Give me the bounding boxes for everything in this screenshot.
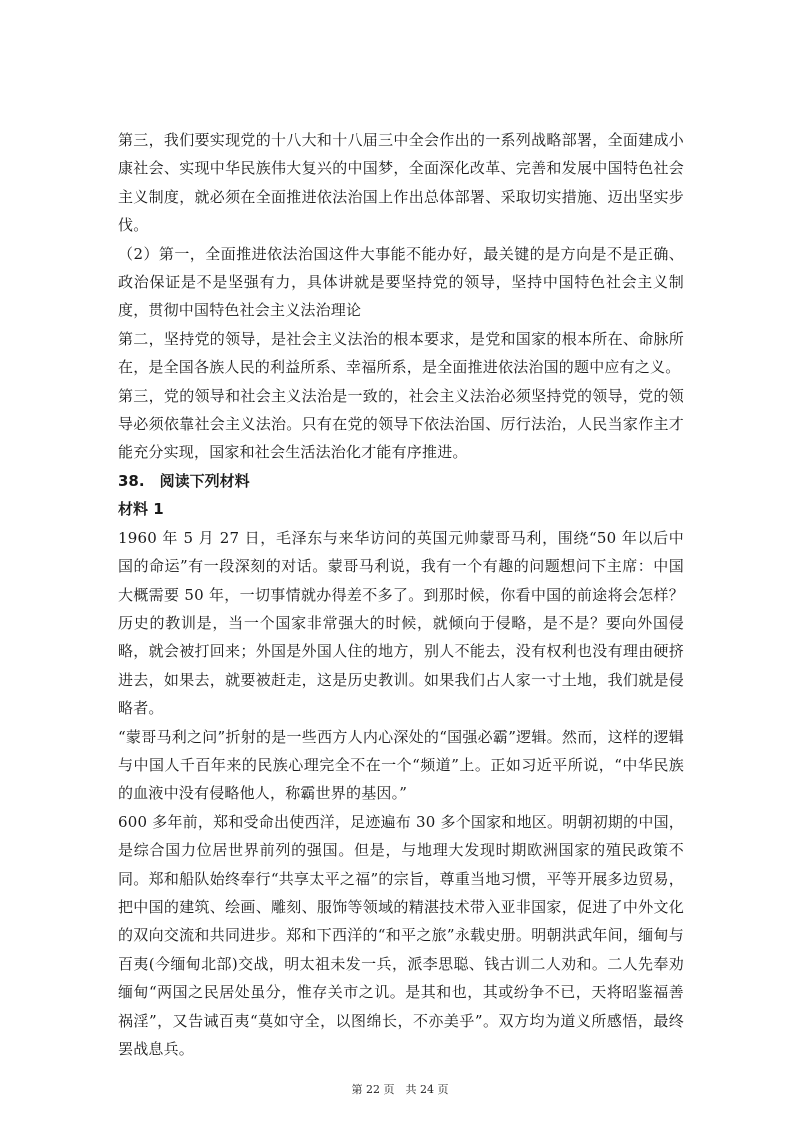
paragraph: 第二，坚持党的领导，是社会主义法治的根本要求，是党和国家的根本所在、命脉所在，是全国各族人民的利益所系、幸福所系，是全面推进依法治国的题中应有之义。 bbox=[118, 329, 684, 377]
material-heading: 材料 1 bbox=[118, 500, 164, 519]
paragraph: 第三，我们要实现党的十八大和十八届三中全会作出的一系列战略部署，全面建成小康社会、实现中华民族伟大复兴的中国梦，全面深化改革、完善和发展中国特色社会主义制度，就必须在全面推进依法治国上作出总体部署、采取切实措施、迈出坚实步伐。 bbox=[118, 131, 684, 235]
paragraph: （2）第一，全面推进依法治国这件大事能不能办好，最关键的是方向是不是正确、政治保证是不是坚强有力，具体讲就是要坚持党的领导，坚持中国特色社会主义制度，贯彻中国特色社会主义法治理论 bbox=[118, 244, 684, 320]
question-heading: 38. 阅读下列材料 bbox=[118, 471, 250, 490]
paragraph: 第三，党的领导和社会主义法治是一致的，社会主义法治必须坚持党的领导，党的领导必须依靠社会主义法治。只有在党的领导下依法治国、厉行法治，人民当家作主才能充分实现，国家和社会生活法治化才能有序推进。 bbox=[118, 386, 684, 462]
paragraph: “蒙哥马利之问”折射的是一些西方人内心深处的“国强必霸”逻辑。然而，这样的逻辑与中国人千百年来的民族心理完全不在一个“频道”上。正如习近平所说，“中华民族的血液中没有侵略他人，称霸世界的基因。” bbox=[118, 727, 684, 803]
paragraph: 1960 年 5 月 27 日，毛泽东与来华访问的英国元帅蒙哥马利，围绕“50 年以后中国的命运”有一段深刻的对话。蒙哥马利说，我有一个有趣的问题想问下主席：中国大概需要 50 年，一切事情就办得差不多了。到那时候，你看中国的前途将会怎样？历史的教训是，当一个国家非常强大的时候，就倾向于侵略，是不是？要向外国侵略，就会被打回来；外国是外国人住的地方，别人不能去，没有权利也没有理由硬挤进去，如果去，就要被赶走，这是历史教训。如果我们占人家一寸土地，我们就是侵略者。 bbox=[118, 528, 684, 718]
paragraph: 600 多年前，郑和受命出使西洋，足迹遍布 30 多个国家和地区。明朝初期的中国，是综合国力位居世界前列的强国。但是，与地理大发现时期欧洲国家的殖民政策不同。郑和船队始终奉行“共享太平之福”的宗旨，尊重当地习惯，平等开展多边贸易，把中国的建筑、绘画、雕刻、服饰等领域的精湛技术带入亚非国家，促进了中外文化的双向交流和共同进步。郑和下西洋的“和平之旅”永载史册。明朝洪武年间，缅甸与百夷(今缅甸北部)交战，明太祖未发一兵，派李思聪、钱古训二人劝和。二人先奉劝缅甸“两国之民居处虽分，惟存关市之讥。是其和也，其或纷争不已，天将昭鉴福善祸淫”，又告诫百夷“莫如守全，以图绵长，不亦美乎”。双方均为道义所感悟，最终罢战息兵。 bbox=[118, 812, 684, 1058]
page-footer: 第 22 页 共 24 页 bbox=[351, 1083, 449, 1096]
page-content bbox=[118, 126, 684, 1063]
